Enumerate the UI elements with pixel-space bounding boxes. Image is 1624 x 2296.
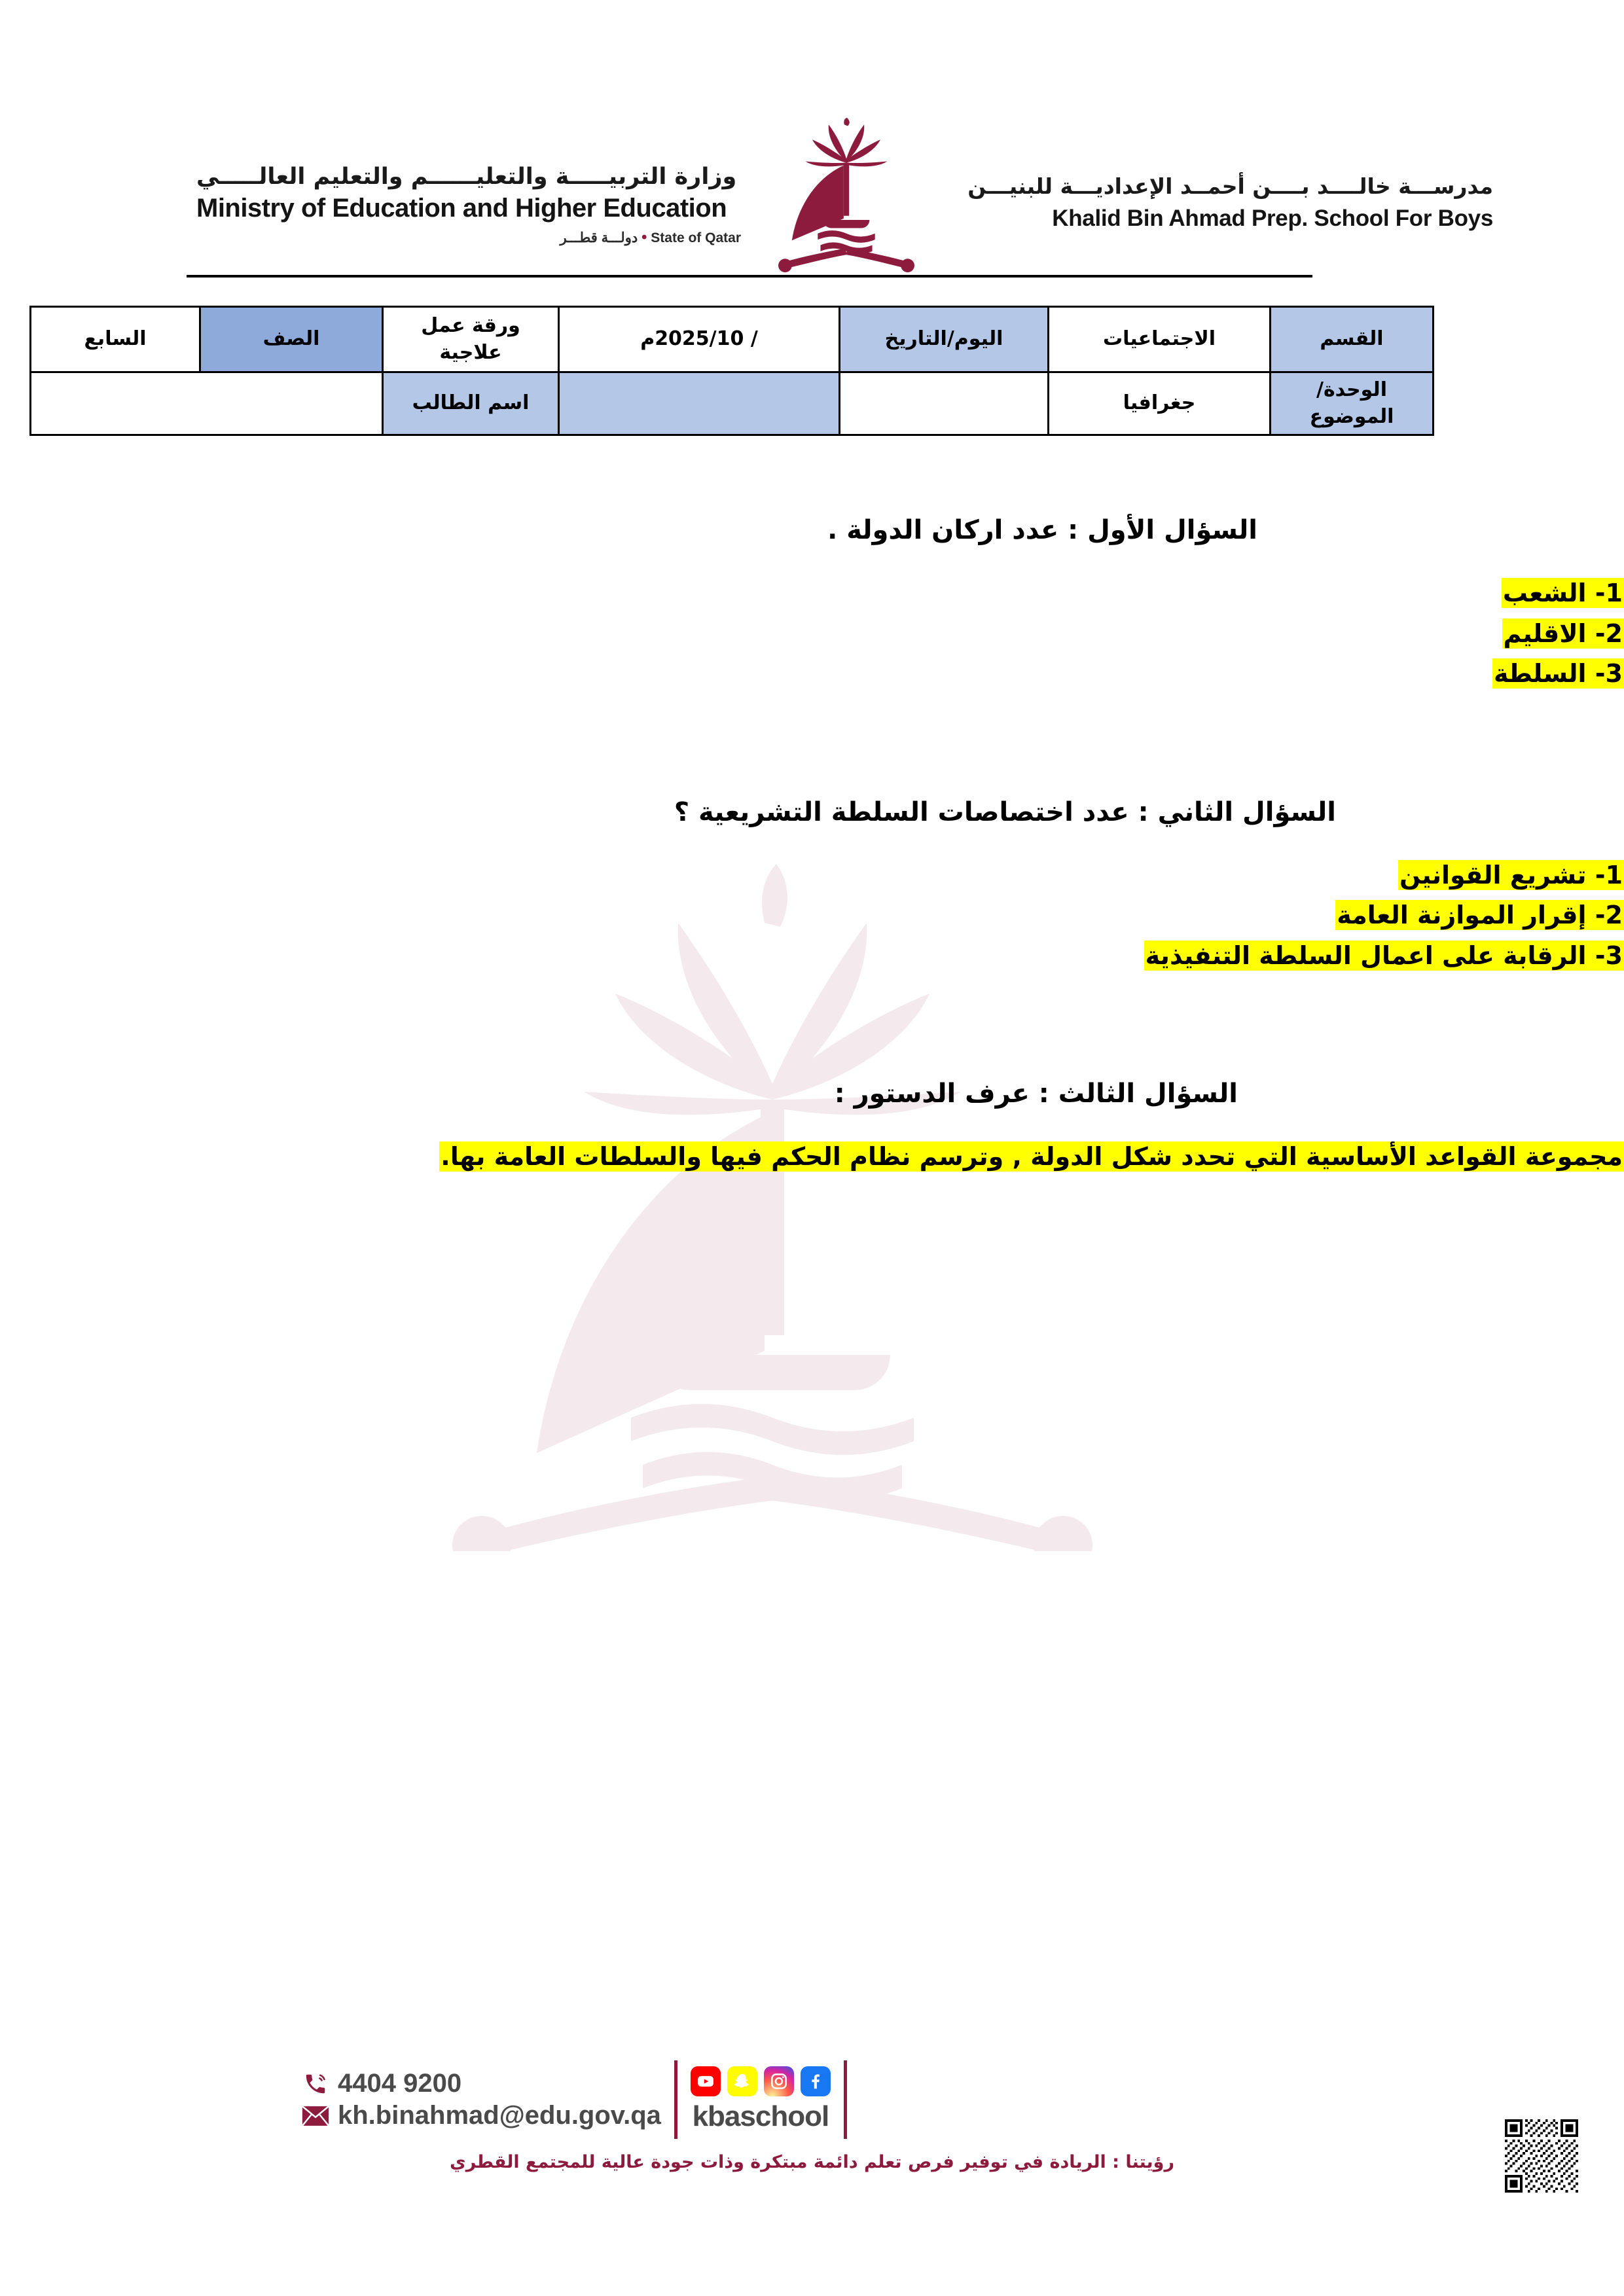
- answer-item: [101, 1137, 1624, 1177]
- question-3-prompt: السؤال الثالث : عرف الدستور :: [834, 1079, 1238, 1109]
- document-footer: [0, 2047, 1624, 2296]
- ministry-name-english: Ministry of Education and Higher Education: [196, 194, 727, 223]
- email-address[interactable]: kh.binahmad@edu.gov.qa: [338, 2101, 661, 2130]
- section-spacer: [0, 694, 1624, 793]
- answer-text: 1- الشعب: [1502, 579, 1623, 607]
- grade-value-cell: السابع: [31, 307, 200, 372]
- sheet-type-cell: ورقة عمل علاجية: [383, 307, 559, 372]
- contact-block: [301, 2069, 661, 2130]
- answer-text: 3- الرقابة على اعمال السلطة التنفيذية: [1145, 941, 1623, 970]
- question-1-answers: [0, 573, 1624, 694]
- snapchat-icon[interactable]: [727, 2066, 757, 2096]
- answer-text: 1- تشريع القوانين: [1399, 860, 1623, 889]
- date-label-cell: اليوم/التاريخ: [840, 307, 1049, 372]
- student-name-label-cell: اسم الطالب: [383, 372, 559, 435]
- unit-label-cell: الوحدة/الموضوع: [1271, 372, 1434, 435]
- footer-divider-right: [674, 2060, 677, 2139]
- worksheet-body: [0, 484, 1624, 1177]
- state-of-qatar-label: [196, 228, 759, 247]
- phone-line: [301, 2069, 661, 2098]
- document-header: [0, 59, 1624, 255]
- youtube-icon[interactable]: [691, 2066, 721, 2096]
- phone-icon: [301, 2071, 330, 2097]
- answer-text: 3- السلطة: [1494, 659, 1623, 689]
- school-name-arabic: مدرســـة خالــــد بــــن أحمــد الإعداديـــة للبنيـــن: [967, 173, 1493, 199]
- date-value-cell[interactable]: / 2025/10م: [559, 307, 840, 372]
- answer-item: [101, 614, 1624, 655]
- facebook-icon[interactable]: [801, 2066, 831, 2096]
- state-separator-dot: •: [641, 228, 647, 246]
- footer-divider-left: [844, 2060, 847, 2139]
- state-label-arabic: دولـــة قطـــر: [560, 230, 638, 245]
- question-3-answers: [0, 1137, 1624, 1177]
- unit-extra-cell: [840, 372, 1049, 435]
- answer-item: [101, 895, 1624, 936]
- social-handle: kbaschool: [692, 2100, 829, 2132]
- answer-item: [101, 573, 1624, 614]
- section-spacer: [0, 976, 1624, 1074]
- answer-item: [101, 855, 1624, 896]
- student-name-value-cell[interactable]: [31, 372, 383, 435]
- instagram-icon[interactable]: [764, 2066, 794, 2096]
- email-icon: [301, 2103, 330, 2129]
- table-row: [31, 307, 1434, 372]
- answer-item: [101, 654, 1624, 694]
- ministry-logo-block: [196, 164, 759, 247]
- student-name-blank-cell[interactable]: [559, 372, 840, 435]
- email-line: [301, 2101, 661, 2130]
- state-label-english: State of Qatar: [651, 230, 741, 245]
- department-label-cell: القسم: [1271, 307, 1434, 372]
- question-2-prompt: السؤال الثاني : عدد اختصاصات السلطة التشريعية ؟: [674, 797, 1336, 827]
- phone-number: 4404 9200: [338, 2069, 462, 2098]
- answer-text: مجموعة القواعد الأساسية التي تحدد شكل الدولة , وترسم نظام الحكم فيها والسلطات العامة بها.: [441, 1142, 1623, 1172]
- ministry-name-arabic: وزارة التربيـــــة والتعليــــــم والتعليم العالـــــي: [196, 164, 737, 190]
- answer-item: [101, 936, 1624, 977]
- school-vision-statement: رؤيتنا : الريادة في توفير فرص تعلم دائمة مبتكرة وذات جودة عالية للمجتمع القطري: [449, 2152, 1175, 2172]
- grade-label-cell: الصف: [200, 307, 383, 372]
- unit-value-cell: جغرافيا: [1049, 372, 1271, 435]
- social-media-block: [691, 2066, 831, 2133]
- header-divider: [187, 275, 1312, 278]
- qatar-emblem-icon: [778, 118, 915, 288]
- school-name-english: Khalid Bin Ahmad Prep. School For Boys: [1052, 206, 1493, 231]
- answer-text: 2- الاقليم: [1503, 619, 1623, 648]
- social-icon-row: [691, 2066, 831, 2096]
- school-logo-block: [917, 173, 1493, 232]
- worksheet-info-table: [29, 306, 1434, 436]
- question-2-answers: [0, 855, 1624, 977]
- table-row: [31, 372, 1434, 435]
- answer-text: 2- إقرار الموازنة العامة: [1337, 901, 1623, 930]
- question-1-prompt: السؤال الأول : عدد اركان الدولة .: [827, 515, 1257, 545]
- footer-contact-bar: [301, 2060, 860, 2139]
- department-value-cell: الاجتماعيات: [1049, 307, 1271, 372]
